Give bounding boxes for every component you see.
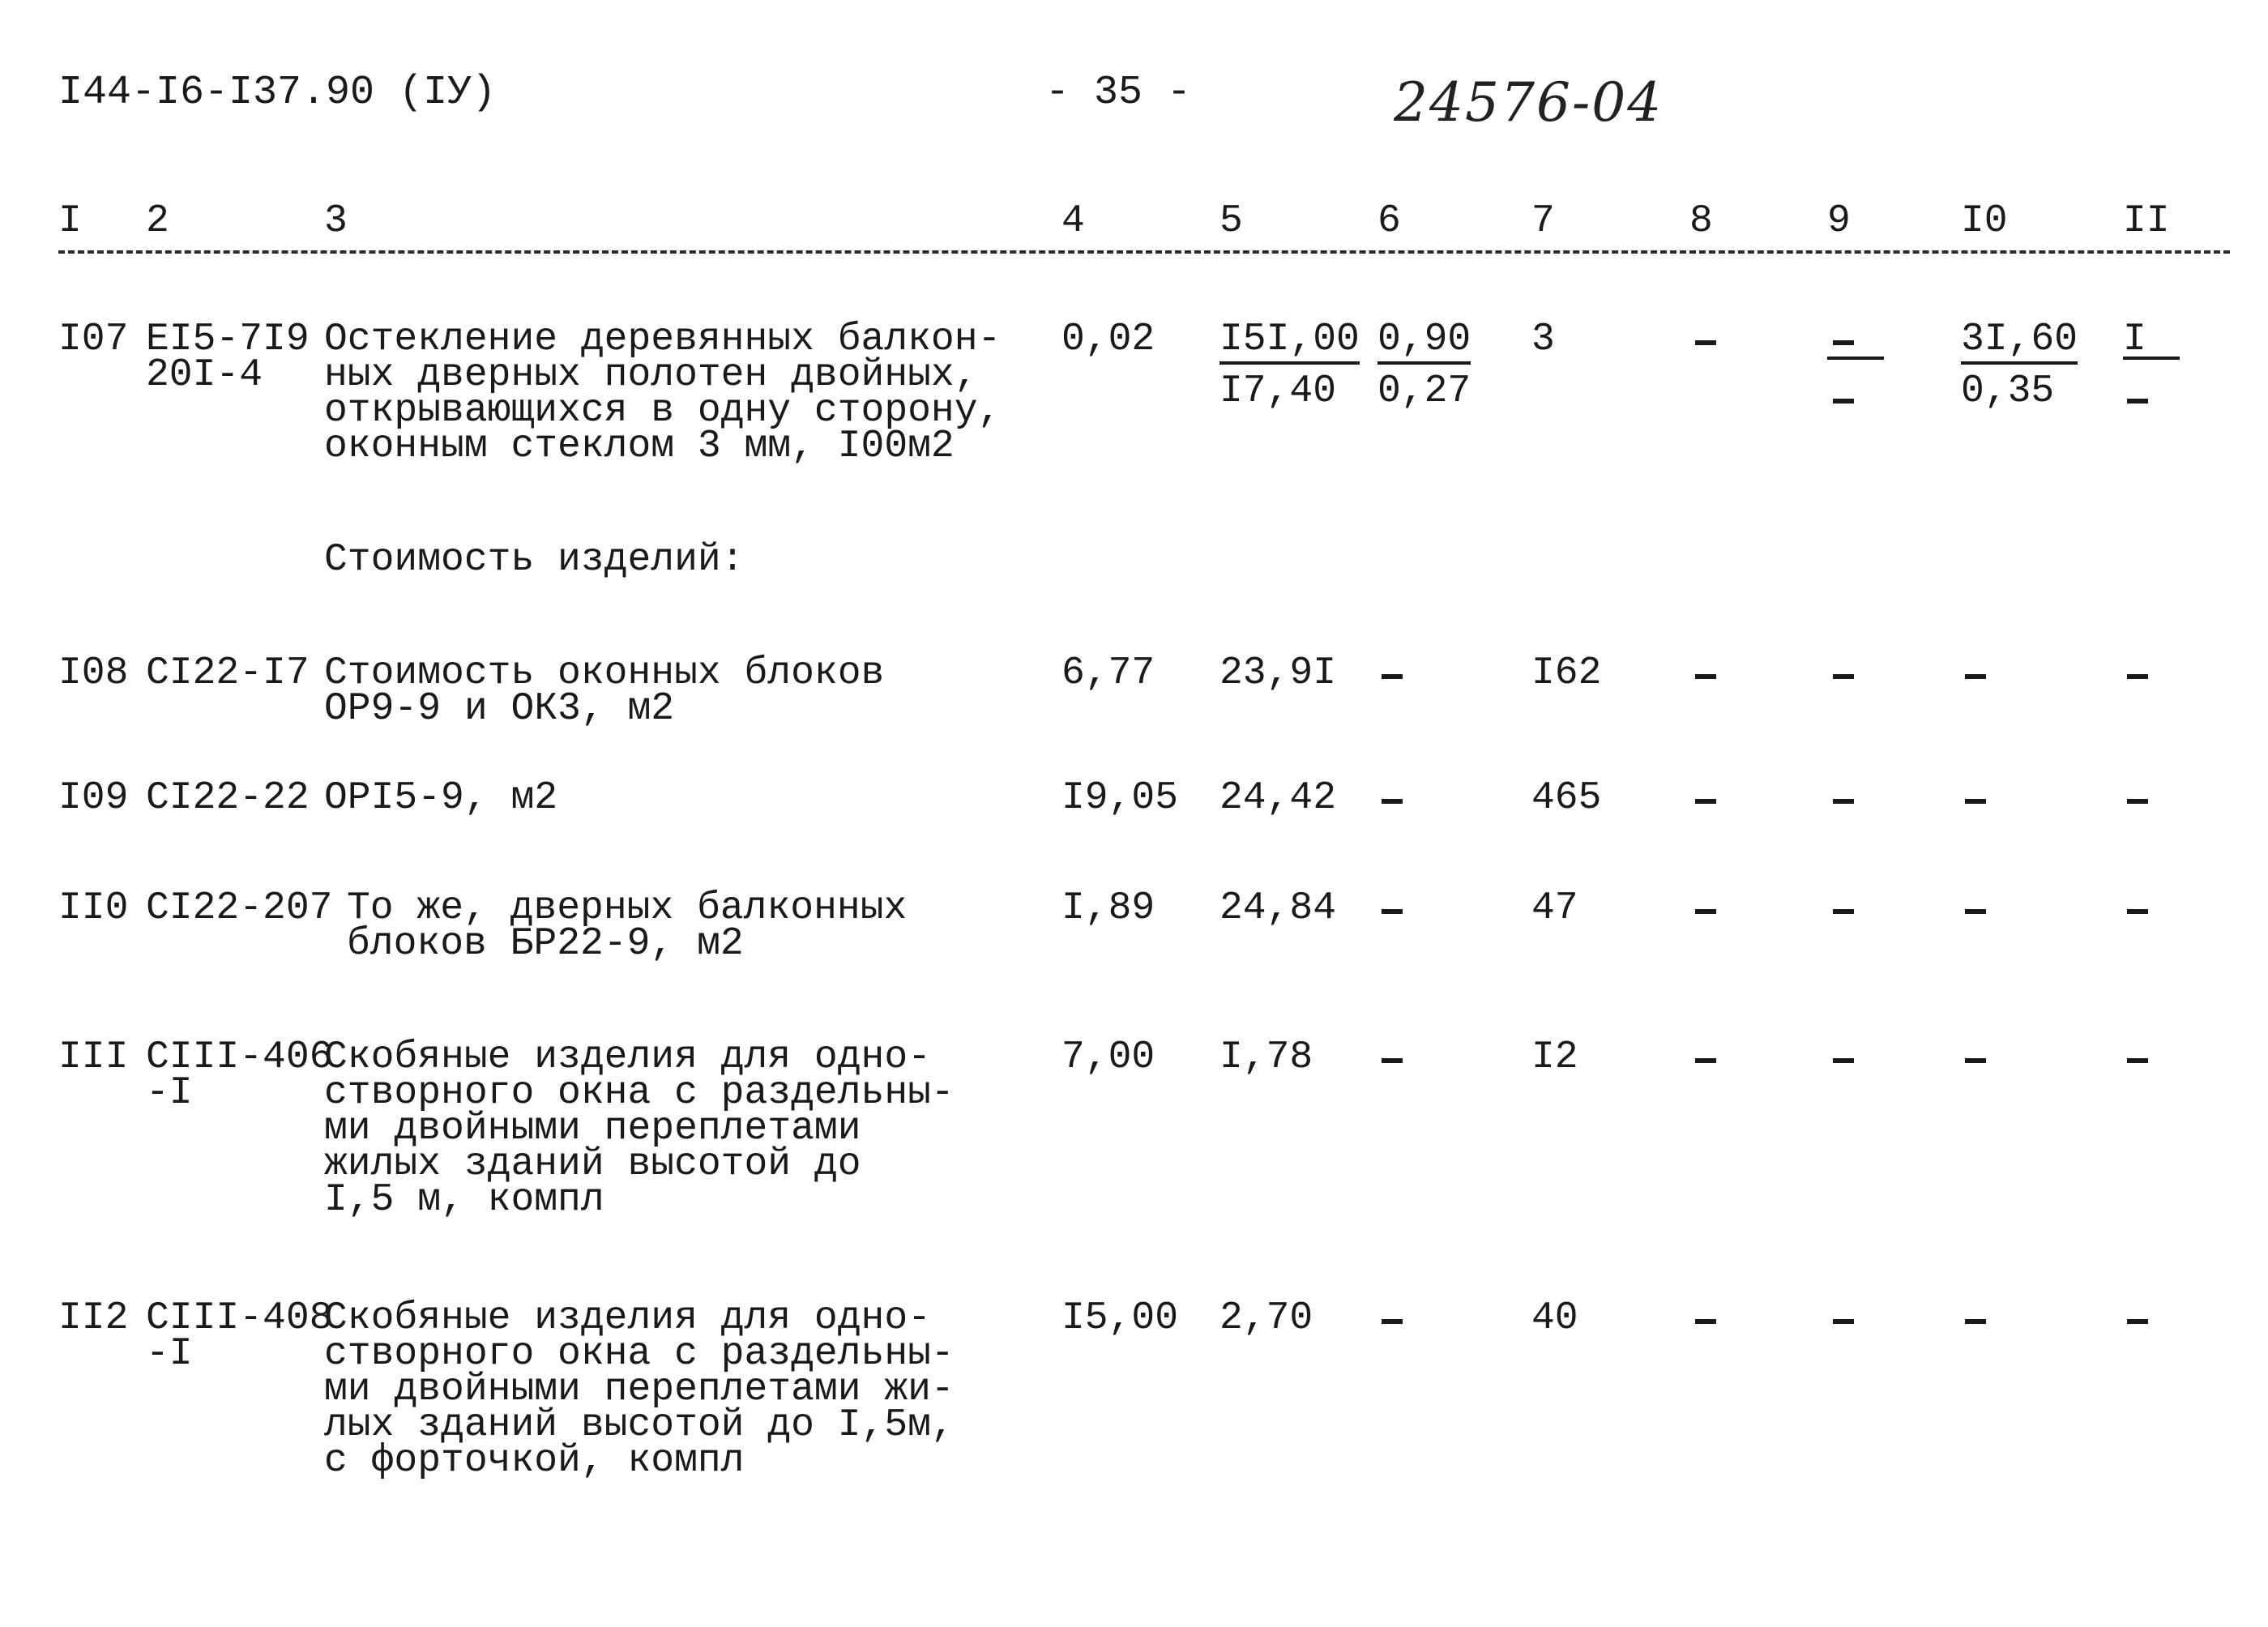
row-number: I08: [58, 651, 129, 695]
column-header: 9: [1827, 199, 1851, 243]
quantity: 0,02: [1061, 318, 1155, 361]
description-line: I,5 м, компл: [324, 1178, 604, 1222]
rate-code: CI22-I7: [146, 651, 310, 695]
empty-dash: [1382, 674, 1403, 679]
page-number: - 35 -: [1045, 70, 1192, 116]
empty-dash: [2127, 399, 2148, 404]
description-line: открывающихся в одну сторону,: [324, 389, 1002, 433]
empty-dash: [1695, 1319, 1716, 1324]
empty-dash: [1833, 1319, 1854, 1324]
column-header: II: [2123, 199, 2170, 243]
handwritten-registration-number: 24576-04: [1394, 71, 1664, 134]
description-line: створного окна с раздельны-: [324, 1332, 955, 1376]
empty-dash: [1965, 909, 1986, 914]
row-number: II0: [58, 886, 129, 930]
empty-dash: [1695, 799, 1716, 804]
column-header: 4: [1061, 199, 1085, 243]
rate-code: CI22-22: [146, 776, 310, 820]
total-cost: 47: [1531, 886, 1578, 930]
empty-dash: [1695, 674, 1716, 679]
row-number: I09: [58, 776, 129, 820]
empty-dash: [1695, 1058, 1716, 1063]
unit-cost: I,78: [1219, 1036, 1313, 1079]
col10-top: 3I,60: [1961, 321, 2078, 365]
empty-dash: [1965, 1319, 1986, 1324]
section-title: Стоимость изделий:: [324, 538, 745, 582]
description-line: Стоимость оконных блоков: [324, 651, 885, 695]
empty-dash: [1695, 340, 1716, 345]
rate-code: -I: [146, 1071, 193, 1115]
rate-code: EI5-7I9: [146, 318, 310, 361]
empty-dash: [1833, 799, 1854, 804]
total-cost: 40: [1531, 1296, 1578, 1340]
description-line: Скобяные изделия для одно-: [324, 1296, 931, 1340]
quantity: 6,77: [1061, 651, 1155, 695]
description-line: Остекление деревянных балкон-: [324, 318, 1002, 361]
column-header: 5: [1219, 199, 1243, 243]
empty-bar: [1827, 357, 1884, 360]
description-line: лых зданий высотой до I,5м,: [324, 1403, 955, 1447]
empty-dash: [1833, 340, 1854, 345]
col10-bottom: 0,35: [1961, 369, 2055, 413]
rate-code: -I: [146, 1332, 193, 1376]
description-line: с форточкой, компл: [324, 1439, 745, 1483]
empty-dash: [1695, 909, 1716, 914]
description-line: оконным стеклом 3 мм, I00м2: [324, 425, 955, 468]
column-header: I0: [1961, 199, 2008, 243]
description-line: ми двойными переплетами жи-: [324, 1368, 955, 1411]
column-header: 3: [324, 199, 348, 243]
unit-cost: 23,9I: [1219, 651, 1337, 695]
col6-top: 0,90: [1377, 321, 1471, 365]
empty-dash: [2127, 909, 2148, 914]
rate-code: CIII-406: [146, 1036, 333, 1079]
empty-dash: [1833, 674, 1854, 679]
rate-code: 20I-4: [146, 353, 263, 397]
quantity: I,89: [1061, 886, 1155, 930]
empty-dash: [1382, 909, 1403, 914]
empty-dash: [1382, 1058, 1403, 1063]
description-line: ми двойными переплетами: [324, 1107, 861, 1151]
column-header: I: [58, 199, 82, 243]
empty-dash: [2127, 799, 2148, 804]
unit-cost: 24,42: [1219, 776, 1337, 820]
empty-dash: [1965, 1058, 1986, 1063]
row-number: II2: [58, 1296, 129, 1340]
column-header: 8: [1689, 199, 1713, 243]
description-line: блоков БР22-9, м2: [347, 922, 744, 966]
col6-bottom: 0,27: [1377, 369, 1471, 413]
total-cost: I2: [1531, 1036, 1578, 1079]
unit-cost-bottom: I7,40: [1219, 369, 1337, 413]
column-header: 2: [146, 199, 169, 243]
description-line: ОР9-9 и ОК3, м2: [324, 687, 675, 731]
quantity: I5,00: [1061, 1296, 1179, 1340]
rate-code: CI22-207: [146, 886, 333, 930]
description-line: То же, дверных балконных: [347, 886, 908, 930]
empty-dash: [2127, 1319, 2148, 1324]
empty-dash: [1965, 799, 1986, 804]
empty-dash: [2127, 674, 2148, 679]
empty-dash: [1965, 674, 1986, 679]
empty-dash: [1382, 1319, 1403, 1324]
total-cost: I62: [1531, 651, 1602, 695]
unit-cost-top: I5I,00: [1219, 321, 1360, 365]
column-header: 6: [1377, 199, 1401, 243]
description-line: жилых зданий высотой до: [324, 1142, 861, 1186]
header-divider: [58, 250, 2230, 254]
empty-dash: [2127, 1058, 2148, 1063]
rate-code: CIII-408: [146, 1296, 333, 1340]
quantity: I9,05: [1061, 776, 1179, 820]
quantity: 7,00: [1061, 1036, 1155, 1079]
empty-dash: [1833, 1058, 1854, 1063]
empty-dash: [1833, 399, 1854, 404]
empty-dash: [1382, 799, 1403, 804]
description-line: ных дверных полотен двойных,: [324, 353, 978, 397]
col11-top: I: [2123, 318, 2146, 361]
description-line: ОРI5-9, м2: [324, 776, 558, 820]
empty-dash: [1833, 909, 1854, 914]
column-header: 7: [1531, 199, 1555, 243]
unit-cost: 24,84: [1219, 886, 1337, 930]
description-line: створного окна с раздельны-: [324, 1071, 955, 1115]
total-cost: 465: [1531, 776, 1602, 820]
row-number: III: [58, 1036, 129, 1079]
empty-bar: [2123, 357, 2180, 360]
description-line: Скобяные изделия для одно-: [324, 1036, 931, 1079]
document-code: I44-I6-I37.90 (IУ): [58, 70, 497, 116]
unit-cost: 2,70: [1219, 1296, 1313, 1340]
total-cost: 3: [1531, 318, 1555, 361]
row-number: I07: [58, 318, 129, 361]
